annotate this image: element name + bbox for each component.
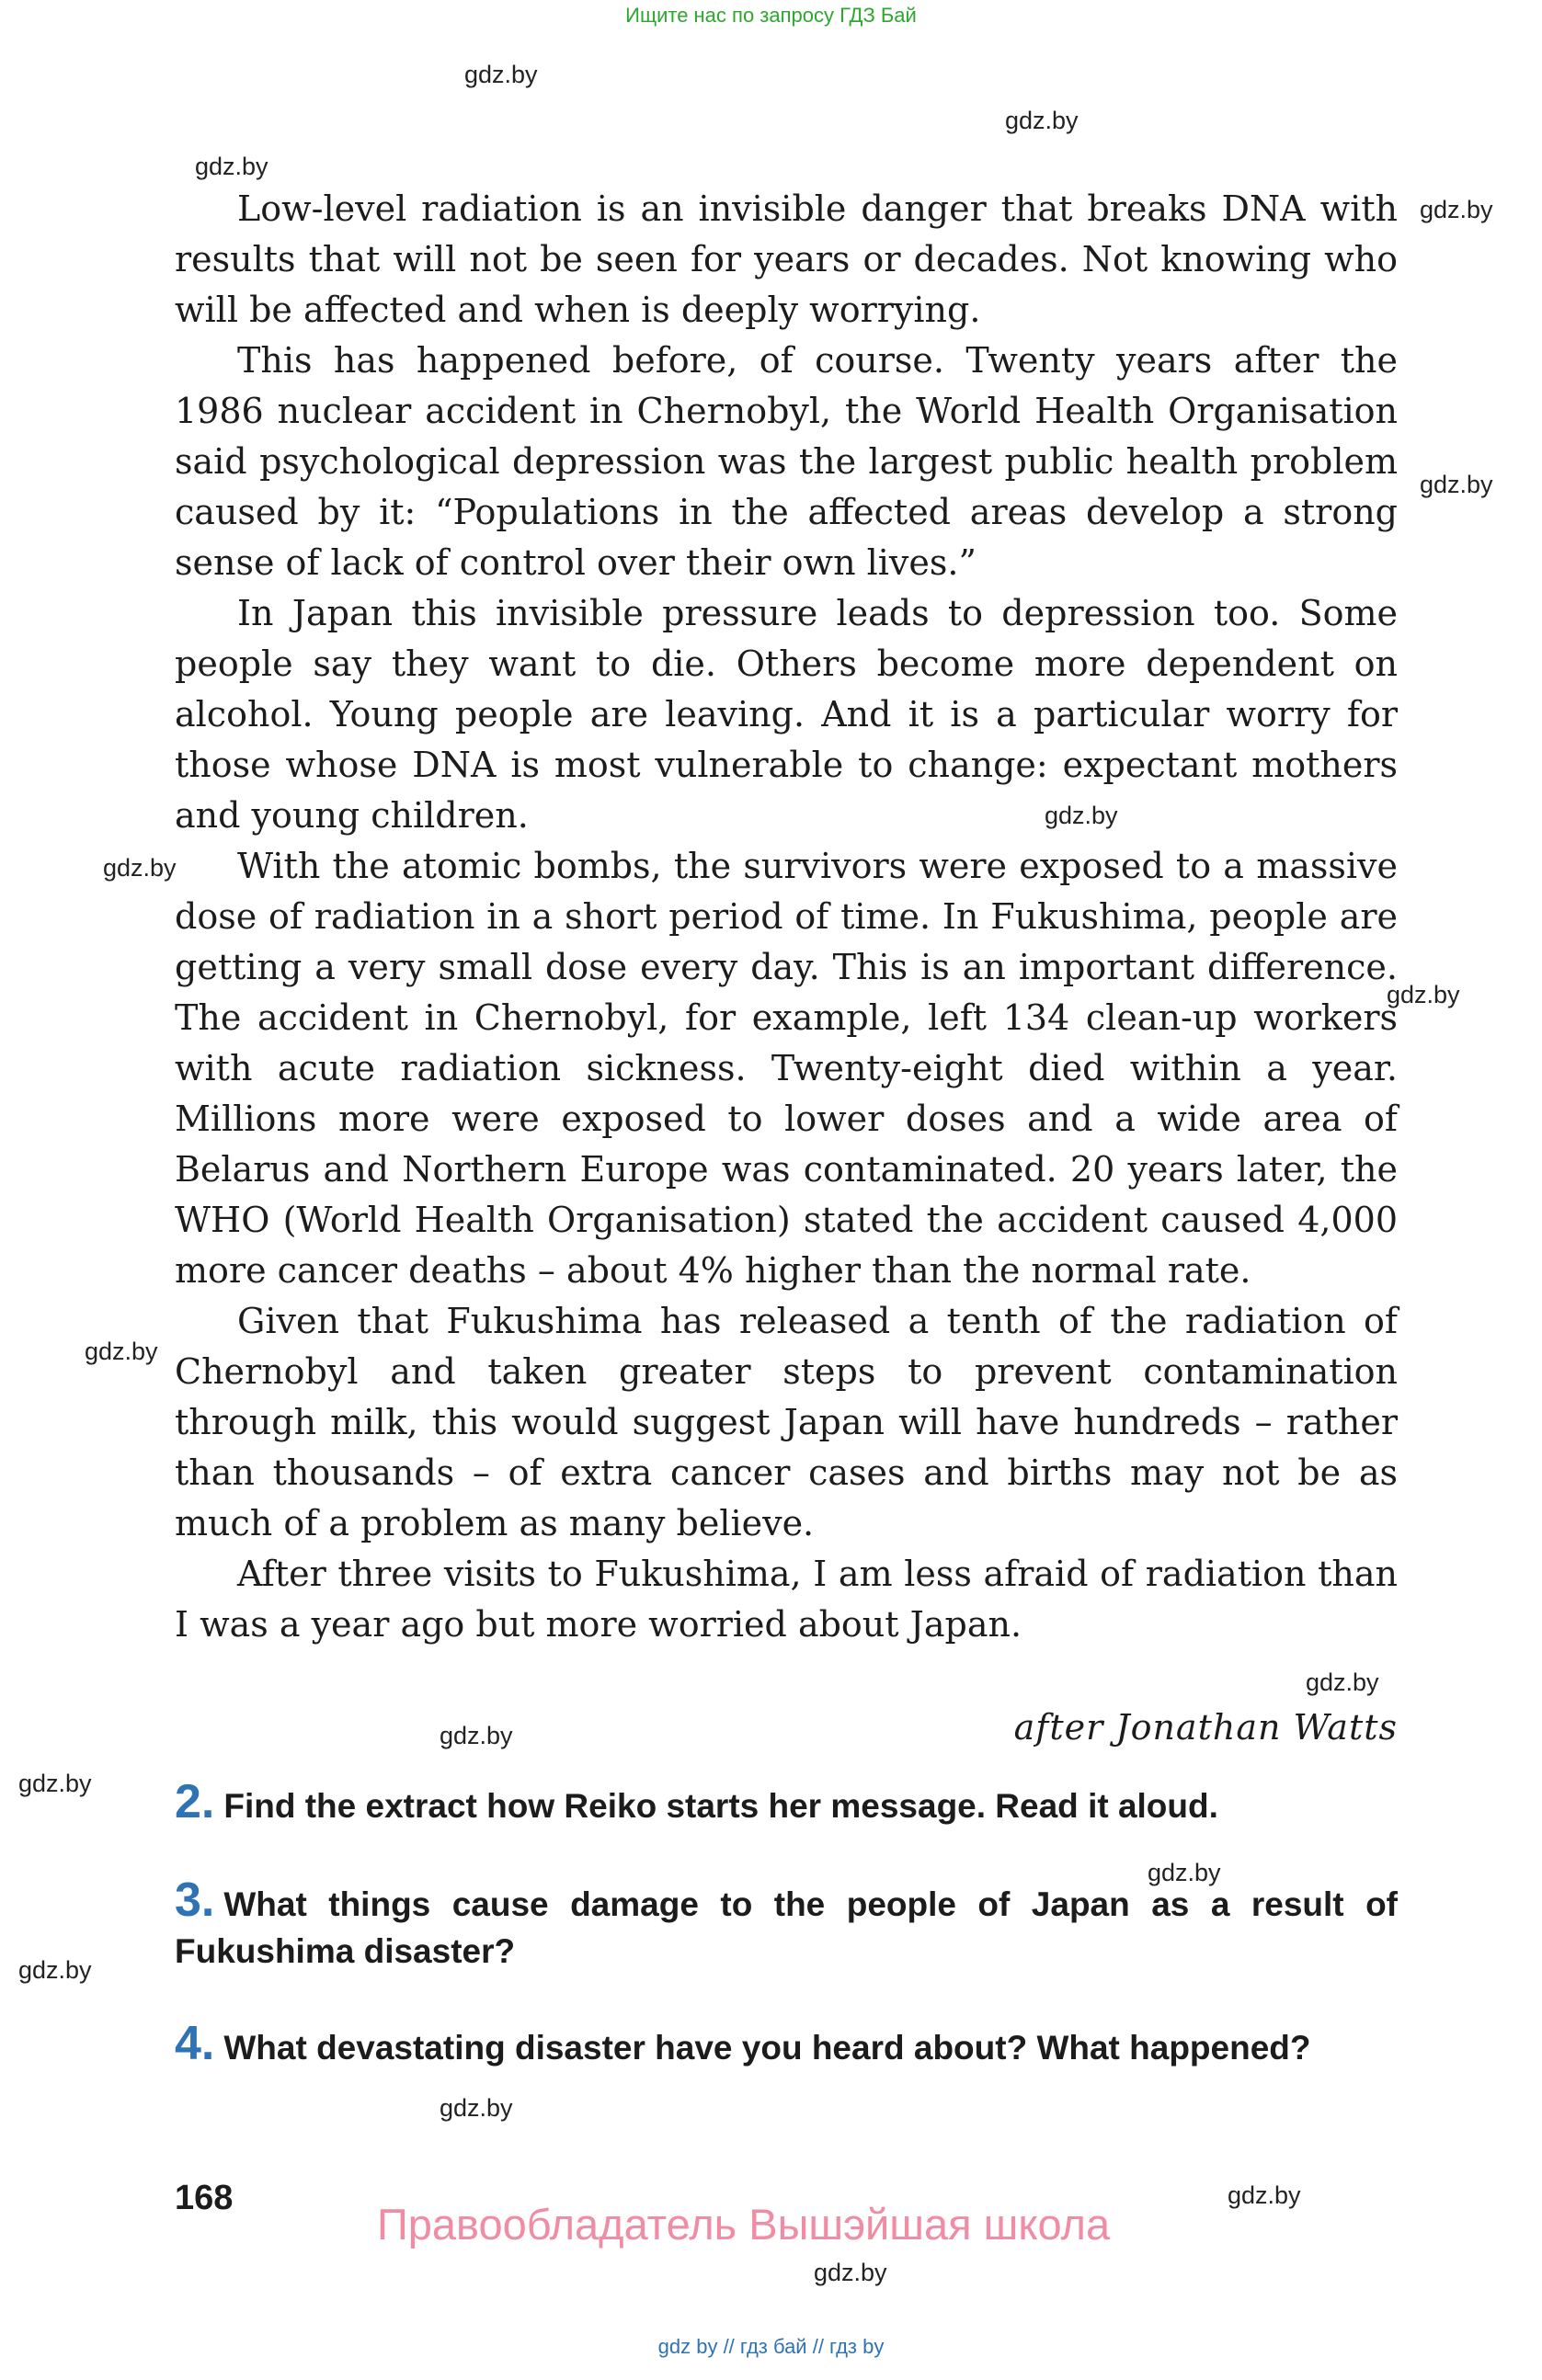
- watermark: gdz.by: [1148, 1859, 1221, 1886]
- paragraph: Given that Fukushima has released a tenth of the radiation of Chernobyl and taken greater steps to prevent contamination through milk, this would suggest Japan will have hundreds – rather than thousands – of extra cancer cases and births may not be as much of a problem as many believe.: [175, 1301, 1398, 1543]
- question-text: What things cause damage to the people of Japan as a result of Fukushima disaster?: [175, 1885, 1398, 1970]
- watermark: gdz.by: [1228, 2181, 1301, 2209]
- watermark: gdz.by: [464, 61, 538, 88]
- watermark: gdz.by: [1306, 1668, 1379, 1696]
- watermark: gdz.by: [18, 1770, 92, 1797]
- footer-links[interactable]: gdz by // гдз бай // гдз by: [657, 2335, 885, 2358]
- paragraph: Low-level radiation is an invisible danger that breaks DNA with results that will not be seen for years or decades. Not knowing who will be affected and when is deeply worrying.: [175, 188, 1398, 330]
- paragraph: In Japan this invisible pressure leads to depression too. Some people say they want to die. Others become more dependent on alcohol. Young people are leaving. And it is a particular worry for those whose DNA is most vulnerable to change: expectant mothers and young children.: [175, 593, 1398, 836]
- question-number: 4.: [175, 2017, 215, 2070]
- question-text: What devastating disaster have you heard about? What happened?: [223, 2029, 1311, 2067]
- page-number: 168: [175, 2179, 234, 2217]
- watermark: gdz.by: [195, 153, 268, 180]
- paragraph: After three visits to Fukushima, I am less afraid of radiation than I was a year ago but more worried about Japan.: [175, 1554, 1398, 1645]
- question-number: 3.: [175, 1873, 215, 1927]
- question-number: 2.: [175, 1775, 215, 1828]
- watermark: gdz.by: [1387, 981, 1460, 1008]
- question-4: [175, 2017, 1398, 2071]
- question-text: Find the extract how Reiko starts her message. Read it aloud.: [223, 1787, 1218, 1825]
- watermark: gdz.by: [1005, 107, 1079, 134]
- paragraph: With the atomic bombs, the survivors were exposed to a massive dose of radiation in a short period of time. In Fukushima, people are getting a very small dose every day. This is an important difference. The accident in Chernobyl, for example, left 134 clean-up workers with acute radiation sickness. Twenty-eight died within a year. Millions more were exposed to lower doses and a wide area of Belarus and Northern Europe was contaminated. 20 years later, the WHO (World Health Organisation) stated the accident caused 4,000 more cancer deaths – about 4% higher than the normal rate.: [175, 846, 1398, 1291]
- watermark: gdz.by: [85, 1338, 158, 1365]
- watermark: gdz.by: [18, 1956, 92, 1984]
- copyright-notice: Правообладатель Вышэйшая школа: [377, 2200, 1111, 2249]
- watermark: gdz.by: [440, 2094, 513, 2122]
- top-banner[interactable]: Ищите нас по запросу ГДЗ Бай: [625, 4, 917, 27]
- article-body: [175, 184, 1398, 1650]
- watermark: gdz.by: [1420, 471, 1493, 498]
- watermark: gdz.by: [1045, 802, 1118, 829]
- question-3: [175, 1873, 1398, 1975]
- attribution: after Jonathan Watts: [1013, 1707, 1398, 1748]
- watermark: gdz.by: [1420, 196, 1493, 223]
- paragraph: This has happened before, of course. Twenty years after the 1986 nuclear accident in Chernobyl, the World Health Organisation said psychological depression was the largest public health problem caused by it: “Populations in the affected areas develop a strong sense of lack of control over their own lives.”: [175, 340, 1398, 583]
- question-2: [175, 1775, 1398, 1829]
- watermark: gdz.by: [814, 2259, 887, 2286]
- watermark: gdz.by: [440, 1722, 513, 1749]
- watermark: gdz.by: [103, 854, 177, 882]
